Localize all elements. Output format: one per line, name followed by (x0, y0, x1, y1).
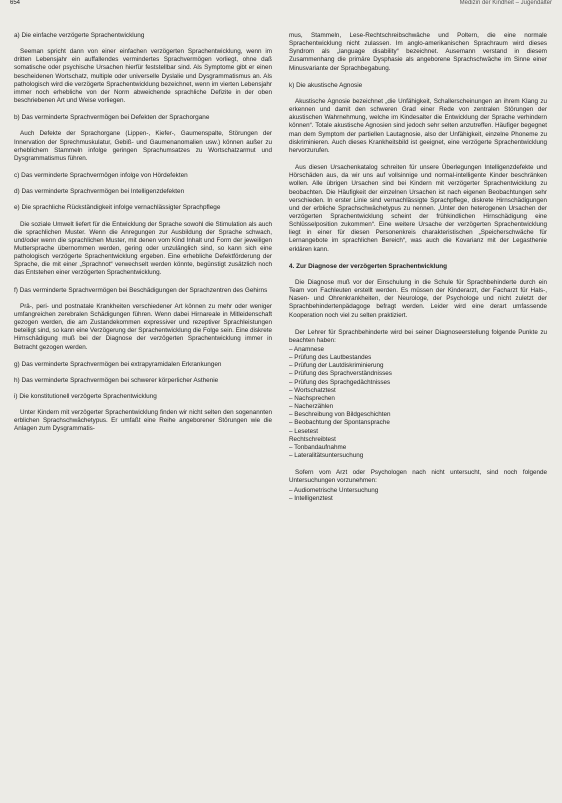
section-heading: g) Das verminderte Sprachvermögen bei extrapyramidalen Erkrankungen (14, 360, 222, 368)
section-heading: k) Die akustische Agnosie (289, 81, 363, 89)
list-item: – Prüfung des Sprachverständnisses (289, 370, 392, 378)
paragraph: Unter Kindern mit verzögerter Sprachentwicklung finden wir nicht selten den sogenannten erblichen Sprachschwächetypus. Er umfaßt eine Reihe angeborener Störungen wie die Anlagen zum Dysgrammatis- (14, 409, 272, 433)
section-heading: e) Die sprachliche Rückständigkeit infolge vernachlässigter Sprachpflege (14, 204, 221, 212)
section-heading: d) Das verminderte Sprachvermögen bei Intelligenzdefekten (14, 188, 185, 196)
list-item: – Nachsprechen (289, 394, 335, 402)
list-item: – Wortschatztest (289, 386, 336, 394)
paragraph: mus, Stammeln, Lese-Rechtschreibschwäche und Poltern, die eine normale Sprachentwicklung nicht zulassen. Im anglo-amerikanischen Sprachraum wird dieses Syndrom als „language disability“ bezeichnet. Ausemann verstand in diesem Zusammenhang die primäre Dysphasie als angeborene Sprachschwäche im Sinne einer Minusvariante der Sprachbegabung. (289, 32, 547, 72)
section-heading: h) Das verminderte Sprachvermögen bei schwerer körperlicher Asthenie (14, 376, 219, 384)
section-heading: i) Die konstitutionell verzögerte Sprachentwicklung (14, 393, 157, 400)
right-column (289, 32, 547, 512)
list-item: – Beobachtung der Spontansprache (289, 419, 390, 427)
left-column (14, 32, 272, 443)
section-heading: a) Die einfache verzögerte Sprachentwicklung (14, 32, 145, 39)
list-item: – Anamnese (289, 346, 325, 353)
paragraph: Akustische Agnosie bezeichnet „die Unfähigkeit, Schallerscheinungen an ihrem Klang zu erkennen und damit den schweren Grad einer Rede von zentralen Störungen der akustischen Wahrnehmung, welche im Kindesalter die Entwicklung der Sprache verhindern können“. Totale akustische Agnosien sind jedoch sehr selten anzutreffen. Häufiger begegnet man dem Symptom der partiellen Lautagnosie, also der Unfähigkeit, einzelne Phoneme zu diskriminieren. Auch dieses Krankheitsbild ist geeignet, eine verzögerte Sprachentwicklung hervorzurufen. (289, 97, 547, 154)
list-item: – Prüfung des Sprachgedächtnisses (289, 378, 391, 386)
section-heading: b) Das verminderte Sprachvermögen bei Defekten der Sprachorgane (14, 114, 210, 122)
paragraph: Prä-, peri- und postnatale Krankheiten verschiedener Art können zu mehr oder weniger umfangreichen zerebralen Schädigungen führen. Wenn dabei Hirnareale in Mitleidenschaft gezogen werden, die am Zustandekommen expressiver und rezeptiver Sprachleistungen beteiligt sind, so kann eine Verzögerung der Sprachentwicklung die Folge sein. Eine diskrete Hirnschädigung muß bei der Diagnose der verzögerten Sprachentwicklung immer in Betracht gezogen werden. (14, 302, 272, 351)
paragraph: Der Lehrer für Sprachbehinderte wird bei seiner Diagnoseerstellung folgende Punkte zu beachten haben: (289, 328, 547, 344)
running-head: Medizin der Kindheit – Jugendalter (459, 0, 552, 6)
list-item: – Audiometrische Untersuchung (289, 486, 379, 494)
paragraph: Auch Defekte der Sprachorgane (Lippen-, Kiefer-, Gaumenspalte, Störungen der Innervation der Sprechmuskulatur, Gebiß- und Gaumenanomalien usw.) können außer zu erheblichem Stammeln infolge geringen Sprachumsatzes zu Wortschatzarmut und Dysgrammatismus führen. (14, 130, 272, 162)
paragraph: Die Diagnose muß vor der Einschulung in die Schule für Sprachbehinderte durch ein Team von Fachleuten erstellt werden. Es müssen der Kinderarzt, der Facharzt für Hals-, Nasen- und Ohrenkrankheiten, der Neurologe, der Psychologe und nicht zuletzt der Sprachbehindertenpädagoge befragt werden. Leider wird eine derart umfassende Kooperation noch viel zu selten praktiziert. (289, 278, 547, 319)
section-heading: c) Das verminderte Sprachvermögen infolge von Hördefekten (14, 172, 188, 180)
list-item: – Tonbandaufnahme (289, 443, 347, 451)
list-item: – Prüfung der Lautdiskriminierung (289, 362, 384, 370)
paragraph: Die soziale Umwelt liefert für die Entwicklung der Sprache sowohl die Stimulation als auch die sprachlichen Muster. Wenn die Anregungen zur Ausbildung der Sprache schwach, und/oder wenn die sprachlichen Muster, mit denen vom Kind Inhalt und Form der jeweiligen Muttersprache übernommen werden, gering oder unzulänglich sind, so kann sich eine pathologisch verzögerte Sprachentwicklung ergeben. Eine erhebliche Defektförderung der Sprache, die mit einer „Sprachnot“ verwechselt werden könnte, begünstigt zusätzlich noch das Entstehen einer verzögerten Sprachentwicklung. (14, 220, 272, 277)
list-item: – Beschreibung von Bildgeschichten (289, 411, 391, 419)
chapter-heading: 4. Zur Diagnose der verzögerten Sprachentwicklung (289, 262, 448, 270)
bullet-list (289, 487, 547, 503)
page-number: 654 (10, 0, 21, 6)
paragraph: Seeman spricht dann von einer einfachen verzögerten Sprachentwicklung, wenn im dritten Lebensjahr ein auffallendes vermindertes Sprachvermögen vorliegt, ohne daß somatische oder psychische Ursachen hierfür feststellbar sind. Als Symptome gibt er einen bescheidenen Wortschatz, multiple oder universelle Dyslalie und Dysgrammatismus an. Als pathologisch wird die verzögerte Sprachentwicklung bezeichnet, wenn im vierten Lebensjahr immer noch erhebliche von der Norm abweichende sprachliche Defizite in der oben beschriebenen Art und Weise vorliegen. (14, 48, 272, 105)
list-item: – Lateralitätsuntersuchung (289, 452, 364, 460)
section-heading: f) Das verminderte Sprachvermögen bei Beschädigungen der Sprachzentren des Gehirns (14, 286, 268, 294)
bullet-list (289, 346, 547, 460)
list-item: – Nacherzählen (289, 403, 334, 411)
list-item: – Intelligenztest (289, 494, 333, 502)
list-item: Rechtschreibtest (289, 435, 336, 443)
paragraph: Sofern vom Arzt oder Psychologen nach nicht untersucht, sind noch folgende Untersuchungen vorzunehmen: (289, 469, 547, 485)
paragraph: Aus diesen Ursachenkatalog schreiten für unsere Überlegungen Intelligenzdefekte und Hörschäden aus, da wir uns auf vollsinnige und normal-intelligente Kinder beschränken wollen. Alle übrigen Ursachen sind bei Kindern mit verzögerter Sprachentwicklung zu beobachten. Die Häufigkeit der einzelnen Ursachen ist nach eigenen Beobachtungen sehr verschieden. In erster Linie sind vernachlässigte Sprachpflege, diskrete Hirnschädigungen und der erbliche Sprachschwächetypus zu nennen. „Unter den heterogenen Ursachen der verzögerten Sprachentwicklung scheint der frühkindlichen Hirnschädigung eine Schlüsselposition zukommen“. Eine weitere Ursache der verzögerten Sprachentwicklung liegt in einer für diesen Personenkreis charakteristischen „Speicherschwäche für Lernangebote im sprachlichen Bereich“, was auch die Kovarianz mit der Legasthenie erklären kann. (289, 164, 547, 253)
list-item: – Lesetest (289, 427, 319, 435)
list-item: – Prüfung des Lautbestandes (289, 354, 372, 362)
